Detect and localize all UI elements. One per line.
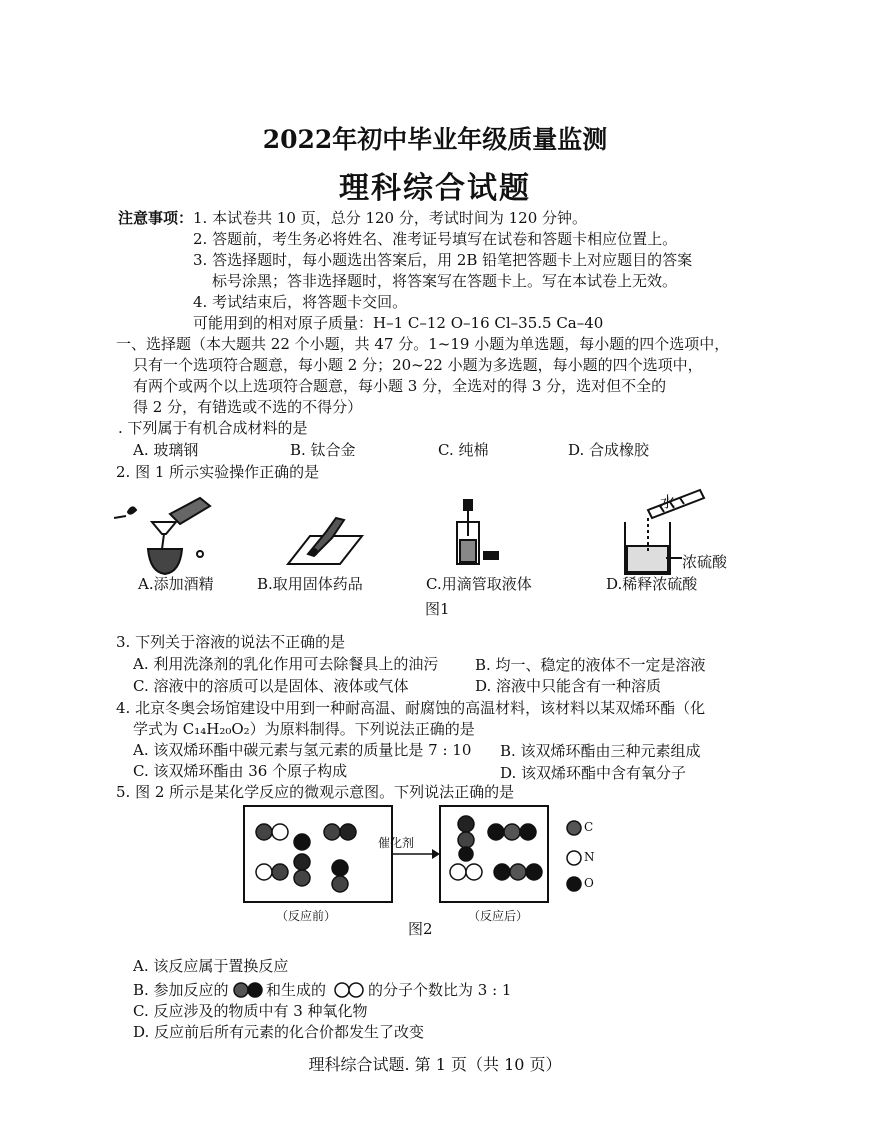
- q3-option-b: B. 均一、稳定的液体不一定是溶液: [475, 656, 706, 674]
- alcohol-lamp-icon: [114, 498, 210, 574]
- acid-label: 浓硫酸: [682, 553, 728, 571]
- exam-subtitle: 理科综合试题: [339, 171, 531, 206]
- co-molecule-icon: [232, 981, 266, 999]
- q4-stem: 4. 北京冬奥会场馆建设中用到一种耐高温、耐腐蚀的高温材料，该材料以某双烯环酯（化: [116, 699, 706, 717]
- legend-n: N: [584, 850, 595, 864]
- q4-stem-2: 学式为 C₁₄H₂₀O₂）为原料制得。下列说法正确的是: [133, 720, 475, 738]
- q1-option-b: B. 钛合金: [290, 441, 356, 459]
- q3-option-d: D. 溶液中只能含有一种溶质: [475, 677, 662, 695]
- q3-stem: 3. 下列关于溶液的说法不正确的是: [116, 633, 346, 651]
- q4-option-b: B. 该双烯环酯由三种元素组成: [500, 742, 701, 760]
- after-label: （反应后）: [468, 909, 529, 923]
- notes-label: 注意事项：: [118, 209, 194, 227]
- catalyst-label: 催化剂: [378, 836, 415, 850]
- fig1-caption-b: B.取用固体药品: [257, 575, 363, 593]
- note-item: 4. 考试结束后，将答题卡交回。: [193, 293, 408, 311]
- figure-1-label: 图1: [425, 600, 450, 618]
- q3-option-a: A. 利用洗涤剂的乳化作用可去除餐具上的油污: [133, 655, 439, 673]
- exam-title: 2022年初中毕业年级质量监测: [262, 125, 608, 154]
- q5-option-b-start: B. 参加反应的: [133, 981, 229, 999]
- q4-option-c: C. 该双烯环酯由 36 个原子构成: [133, 762, 348, 780]
- q1-option-a: A. 玻璃钢: [133, 441, 199, 459]
- note-item: 3. 答选择题时，每小题选出答案后，用 2B 铅笔把答题卡上对应题目的答案: [193, 251, 693, 269]
- note-item: 标号涂黑；答非选择题时，将答案写在答题卡上。写在本试卷上无效。: [212, 272, 678, 290]
- q4-option-a: A. 该双烯环酯中碳元素与氢元素的质量比是 7 : 10: [133, 741, 472, 759]
- q1-stem: . 下列属于有机合成材料的是: [118, 419, 308, 437]
- q4-option-d: D. 该双烯环酯中含有氧分子: [500, 764, 687, 782]
- atomic-mass-line: 可能用到的相对原子质量：H–1 C–12 O–16 Cl–35.5 Ca–40: [193, 314, 604, 332]
- q2-stem: 2. 图 1 所示实验操作正确的是: [116, 463, 320, 481]
- fig1-caption-c: C.用滴管取液体: [426, 575, 532, 593]
- legend-o: O: [584, 876, 594, 890]
- figure-2-molecules: [240, 802, 620, 907]
- figure-1-illustrations: [100, 484, 780, 579]
- n2-molecule-icon: [333, 981, 367, 999]
- q1-option-c: C. 纯棉: [438, 441, 489, 459]
- q5-option-b-mid: 和生成的: [266, 981, 327, 999]
- dropper-icon: [457, 500, 498, 564]
- page-footer: 理科综合试题. 第 1 页（共 10 页）: [308, 1055, 562, 1074]
- q5-stem: 5. 图 2 所示是某化学反应的微观示意图。下列说法正确的是: [116, 783, 515, 801]
- figure-2-label: 图2: [408, 920, 433, 938]
- q5-option-a: A. 该反应属于置换反应: [133, 957, 289, 975]
- fig1-caption-d: D.稀释浓硫酸: [606, 575, 698, 593]
- section-line: 一、选择题（本大题共 22 个小题，共 47 分。1~19 小题为单选题，每小题的四个选项中，: [116, 335, 730, 353]
- note-item: 1. 本试卷共 10 页，总分 120 分，考试时间为 120 分钟。: [193, 209, 588, 227]
- legend-c: C: [584, 820, 594, 834]
- solid-reagent-icon: [288, 518, 362, 564]
- q5-option-c: C. 反应涉及的物质中有 3 种氧化物: [133, 1002, 368, 1020]
- q3-option-c: C. 溶液中的溶质可以是固体、液体或气体: [133, 677, 409, 695]
- q1-option-d: D. 合成橡胶: [568, 441, 650, 459]
- fig1-caption-a: A.添加酒精: [138, 575, 214, 593]
- section-line: 只有一个选项符合题意，每小题 2 分；20~22 小题为多选题，每小题的四个选项中，: [133, 356, 703, 374]
- q5-option-d: D. 反应前后所有元素的化合价都发生了改变: [133, 1023, 425, 1041]
- note-item: 2. 答题前，考生务必将姓名、准考证号填写在试卷和答题卡相应位置上。: [193, 230, 678, 248]
- q5-option-b-end: 的分子个数比为 3 : 1: [368, 981, 512, 999]
- section-line: 得 2 分，有错选或不选的不得分）: [133, 398, 363, 416]
- section-line: 有两个或两个以上选项符合题意，每小题 3 分，全选对的得 3 分，选对但不全的: [133, 377, 667, 395]
- before-label: （反应前）: [276, 909, 337, 923]
- water-label: 水: [660, 493, 676, 511]
